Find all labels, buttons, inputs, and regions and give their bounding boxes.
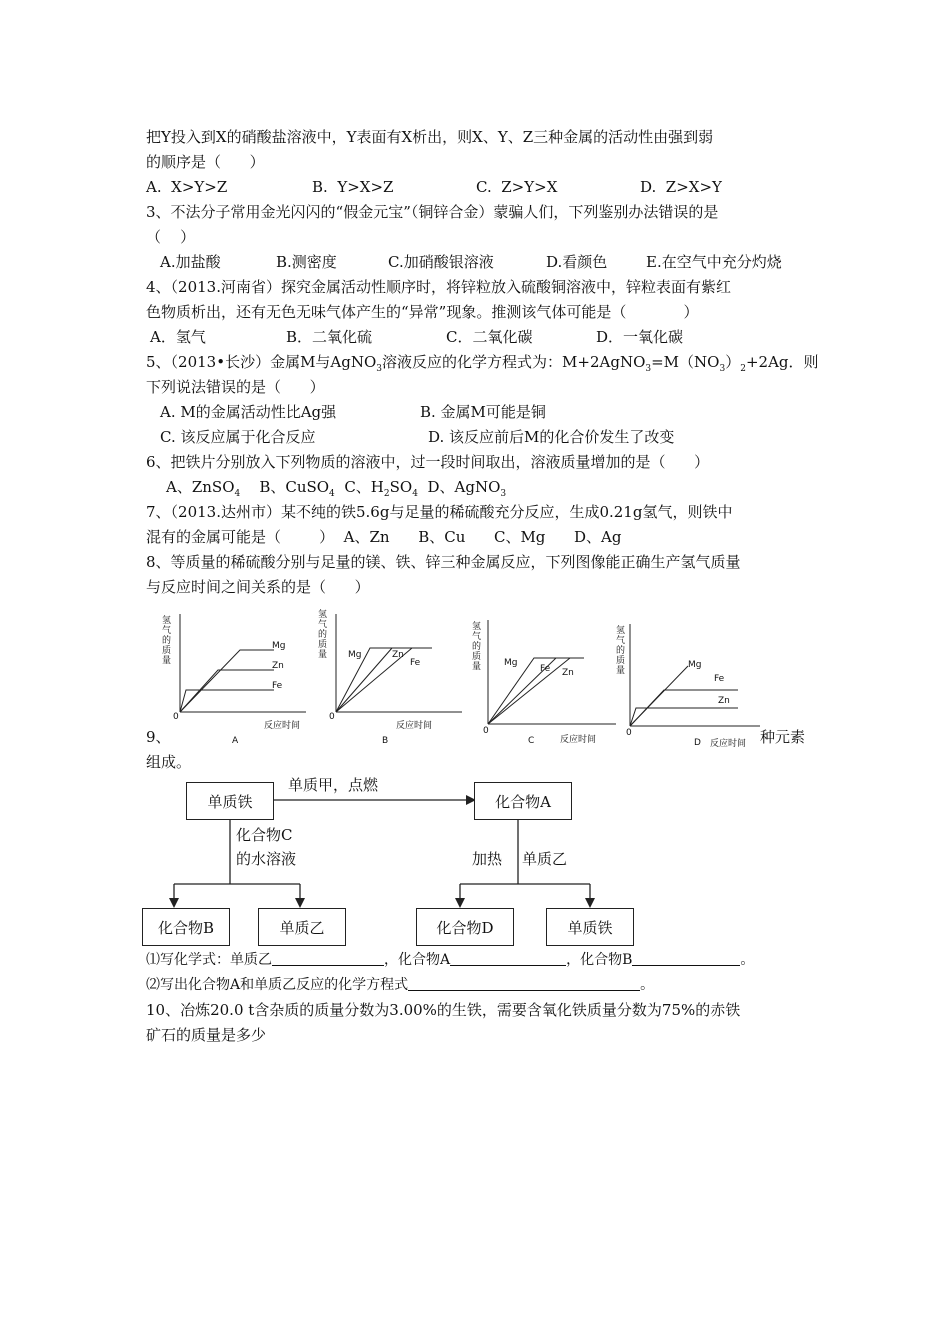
blank-compound-b[interactable] (632, 951, 740, 966)
q2-line1: 把Y投入到X的硝酸盐溶液中，Y表面有X析出，则X、Y、Z三种金属的活动性由强到弱 (146, 128, 714, 146)
right-branch-label2: 单质乙 (522, 850, 568, 868)
graph-a-letter: A (232, 736, 239, 746)
graph-a-mg-label: Mg (272, 641, 286, 651)
box-iron-top: 单质铁 (186, 782, 274, 820)
q2-option-b: B. Y>X>Z (312, 178, 394, 196)
graph-b-fe-label: Fe (410, 658, 421, 668)
q4-option-c: C．二氧化碳 (446, 328, 533, 346)
q3-line2: （ ） (146, 228, 196, 246)
graph-c-letter: C (528, 736, 535, 746)
arrow-top-label: 单质甲，点燃 (288, 776, 379, 794)
graph-b-ylabel: 氢气的质量 (318, 610, 328, 660)
q5-option-a: A. M的金属活动性比Ag强 (160, 403, 337, 421)
blank-element-yi[interactable] (272, 951, 384, 966)
graph-c-origin: 0 (483, 726, 489, 736)
box-iron-bottom: 单质铁 (546, 908, 634, 946)
graph-d-xlabel: 反应时间 (710, 739, 747, 749)
right-branch-label1: 加热 (472, 850, 503, 868)
q8-line1: 8、等质量的稀硫酸分别与足量的镁、铁、锌三种金属反应，下列图像能正确生产氢气质量 (146, 553, 741, 571)
graph-d-fe-label: Fe (714, 674, 725, 684)
q9-line2: 组成。 (146, 753, 192, 771)
graph-a-fe-label: Fe (272, 681, 283, 691)
graph-c-xlabel: 反应时间 (560, 735, 597, 745)
q10-line2: 矿石的质量是多少 (146, 1026, 267, 1044)
graph-d-origin: 0 (626, 728, 632, 738)
graph-d-letter: D (694, 738, 701, 748)
q5-option-d: D. 该反应前后M的化合价发生了改变 (428, 428, 675, 446)
q4-line2: 色物质析出，还有无色无味气体产生的“异常”现象。推测该气体可能是（ ） (146, 303, 699, 321)
graph-b-xlabel: 反应时间 (396, 721, 433, 731)
graph-b-zn-label: Zn (392, 650, 404, 660)
q6-options: A、ZnSO$_4$ B、CuSO$_4$ C、$H_2SO_4$ D、AgNO$_3$ (166, 478, 507, 499)
graph-a-xlabel: 反应时间 (264, 721, 301, 731)
q5-option-c: C. 该反应属于化合反应 (160, 428, 316, 446)
q3-line1: 3、不法分子常用金光闪闪的“假金元宝”（铜锌合金）蒙骗人们，下列鉴别办法错误的是 (146, 203, 719, 221)
q5-line2: 下列说法错误的是（ ） (146, 378, 325, 396)
q9-sub2: ⑵写出化合物A和单质乙反应的化学方程式 。 (146, 977, 655, 993)
graph-b-letter: B (382, 736, 389, 746)
q9-tail: 种元素 (760, 728, 806, 746)
q3-option-b: B.测密度 (276, 253, 337, 271)
q7-line2: 混有的金属可能是（ ） A、Zn B、Cu C、Mg D、Ag (146, 528, 622, 546)
q5-line1: 5、（2013•长沙）金属M与AgNO$_3$溶液反应的化学方程式为：$M+2AgNO_3=M(NO_3)_2+2Ag$．则 (146, 353, 819, 374)
q3-option-a: A.加盐酸 (160, 253, 221, 271)
box-compound-a: 化合物A (474, 782, 572, 820)
graph-c-zn-label: Zn (562, 668, 574, 678)
graph-a-ylabel: 氢气的质量 (162, 616, 172, 666)
blank-equation[interactable] (408, 976, 640, 991)
box-compound-d: 化合物D (416, 908, 514, 946)
graph-d-ylabel: 氢气的质量 (616, 626, 626, 676)
graph-d-zn-label: Zn (718, 696, 730, 706)
graph-b-mg-label: Mg (348, 650, 362, 660)
graph-c-mg-label: Mg (504, 658, 518, 668)
q5-option-b: B. 金属M可能是铜 (420, 403, 546, 421)
q3-option-c: C.加硝酸银溶液 (388, 253, 494, 271)
q9-num: 9、 (146, 728, 171, 746)
q4-line1: 4、（2013.河南省）探究金属活动性顺序时，将锌粒放入硫酸铜溶液中，锌粒表面有紫红 (146, 278, 731, 296)
q3-option-d: D.看颜色 (546, 253, 608, 271)
q2-line2: 的顺序是（ ） (146, 153, 265, 171)
q9-sub1: ⑴写化学式：单质乙 ，化合物A ，化合物B 。 (146, 952, 755, 968)
q2-option-a: A. X>Y>Z (146, 178, 228, 196)
graph-a-origin: 0 (173, 712, 179, 722)
graph-c-ylabel: 氢气的质量 (472, 622, 482, 672)
q10-line1: 10、冶炼20.0 t含杂质的质量分数为3.00%的生铁，需要含氧化铁质量分数为75%的赤铁 (146, 1001, 741, 1019)
graph-c-fe-label: Fe (540, 664, 551, 674)
q8-line2: 与反应时间之间关系的是（ ） (146, 578, 370, 596)
box-compound-b: 化合物B (142, 908, 230, 946)
left-branch-label2: 的水溶液 (236, 850, 297, 868)
graph-a-zn-label: Zn (272, 661, 284, 671)
q4-option-d: D．一氧化碳 (596, 328, 684, 346)
q4-option-a: A．氢气 (150, 328, 206, 346)
graph-d-mg-label: Mg (688, 660, 702, 670)
box-element-yi: 单质乙 (258, 908, 346, 946)
q3-option-e: E.在空气中充分灼烧 (646, 253, 782, 271)
q7-line1: 7、（2013.达州市）某不纯的铁5.6g与足量的稀硫酸充分反应，生成0.21g氢气，则铁中 (146, 503, 733, 521)
graph-b-origin: 0 (329, 712, 335, 722)
q2-option-d: D. Z>X>Y (640, 178, 722, 196)
blank-compound-a[interactable] (450, 951, 566, 966)
q4-option-b: B．二氧化硫 (286, 328, 373, 346)
q2-option-c: C. Z>Y>X (476, 178, 558, 196)
left-branch-label1: 化合物C (236, 826, 293, 844)
q6-line1: 6、把铁片分别放入下列物质的溶液中，过一段时间取出，溶液质量增加的是（ ） (146, 453, 710, 471)
